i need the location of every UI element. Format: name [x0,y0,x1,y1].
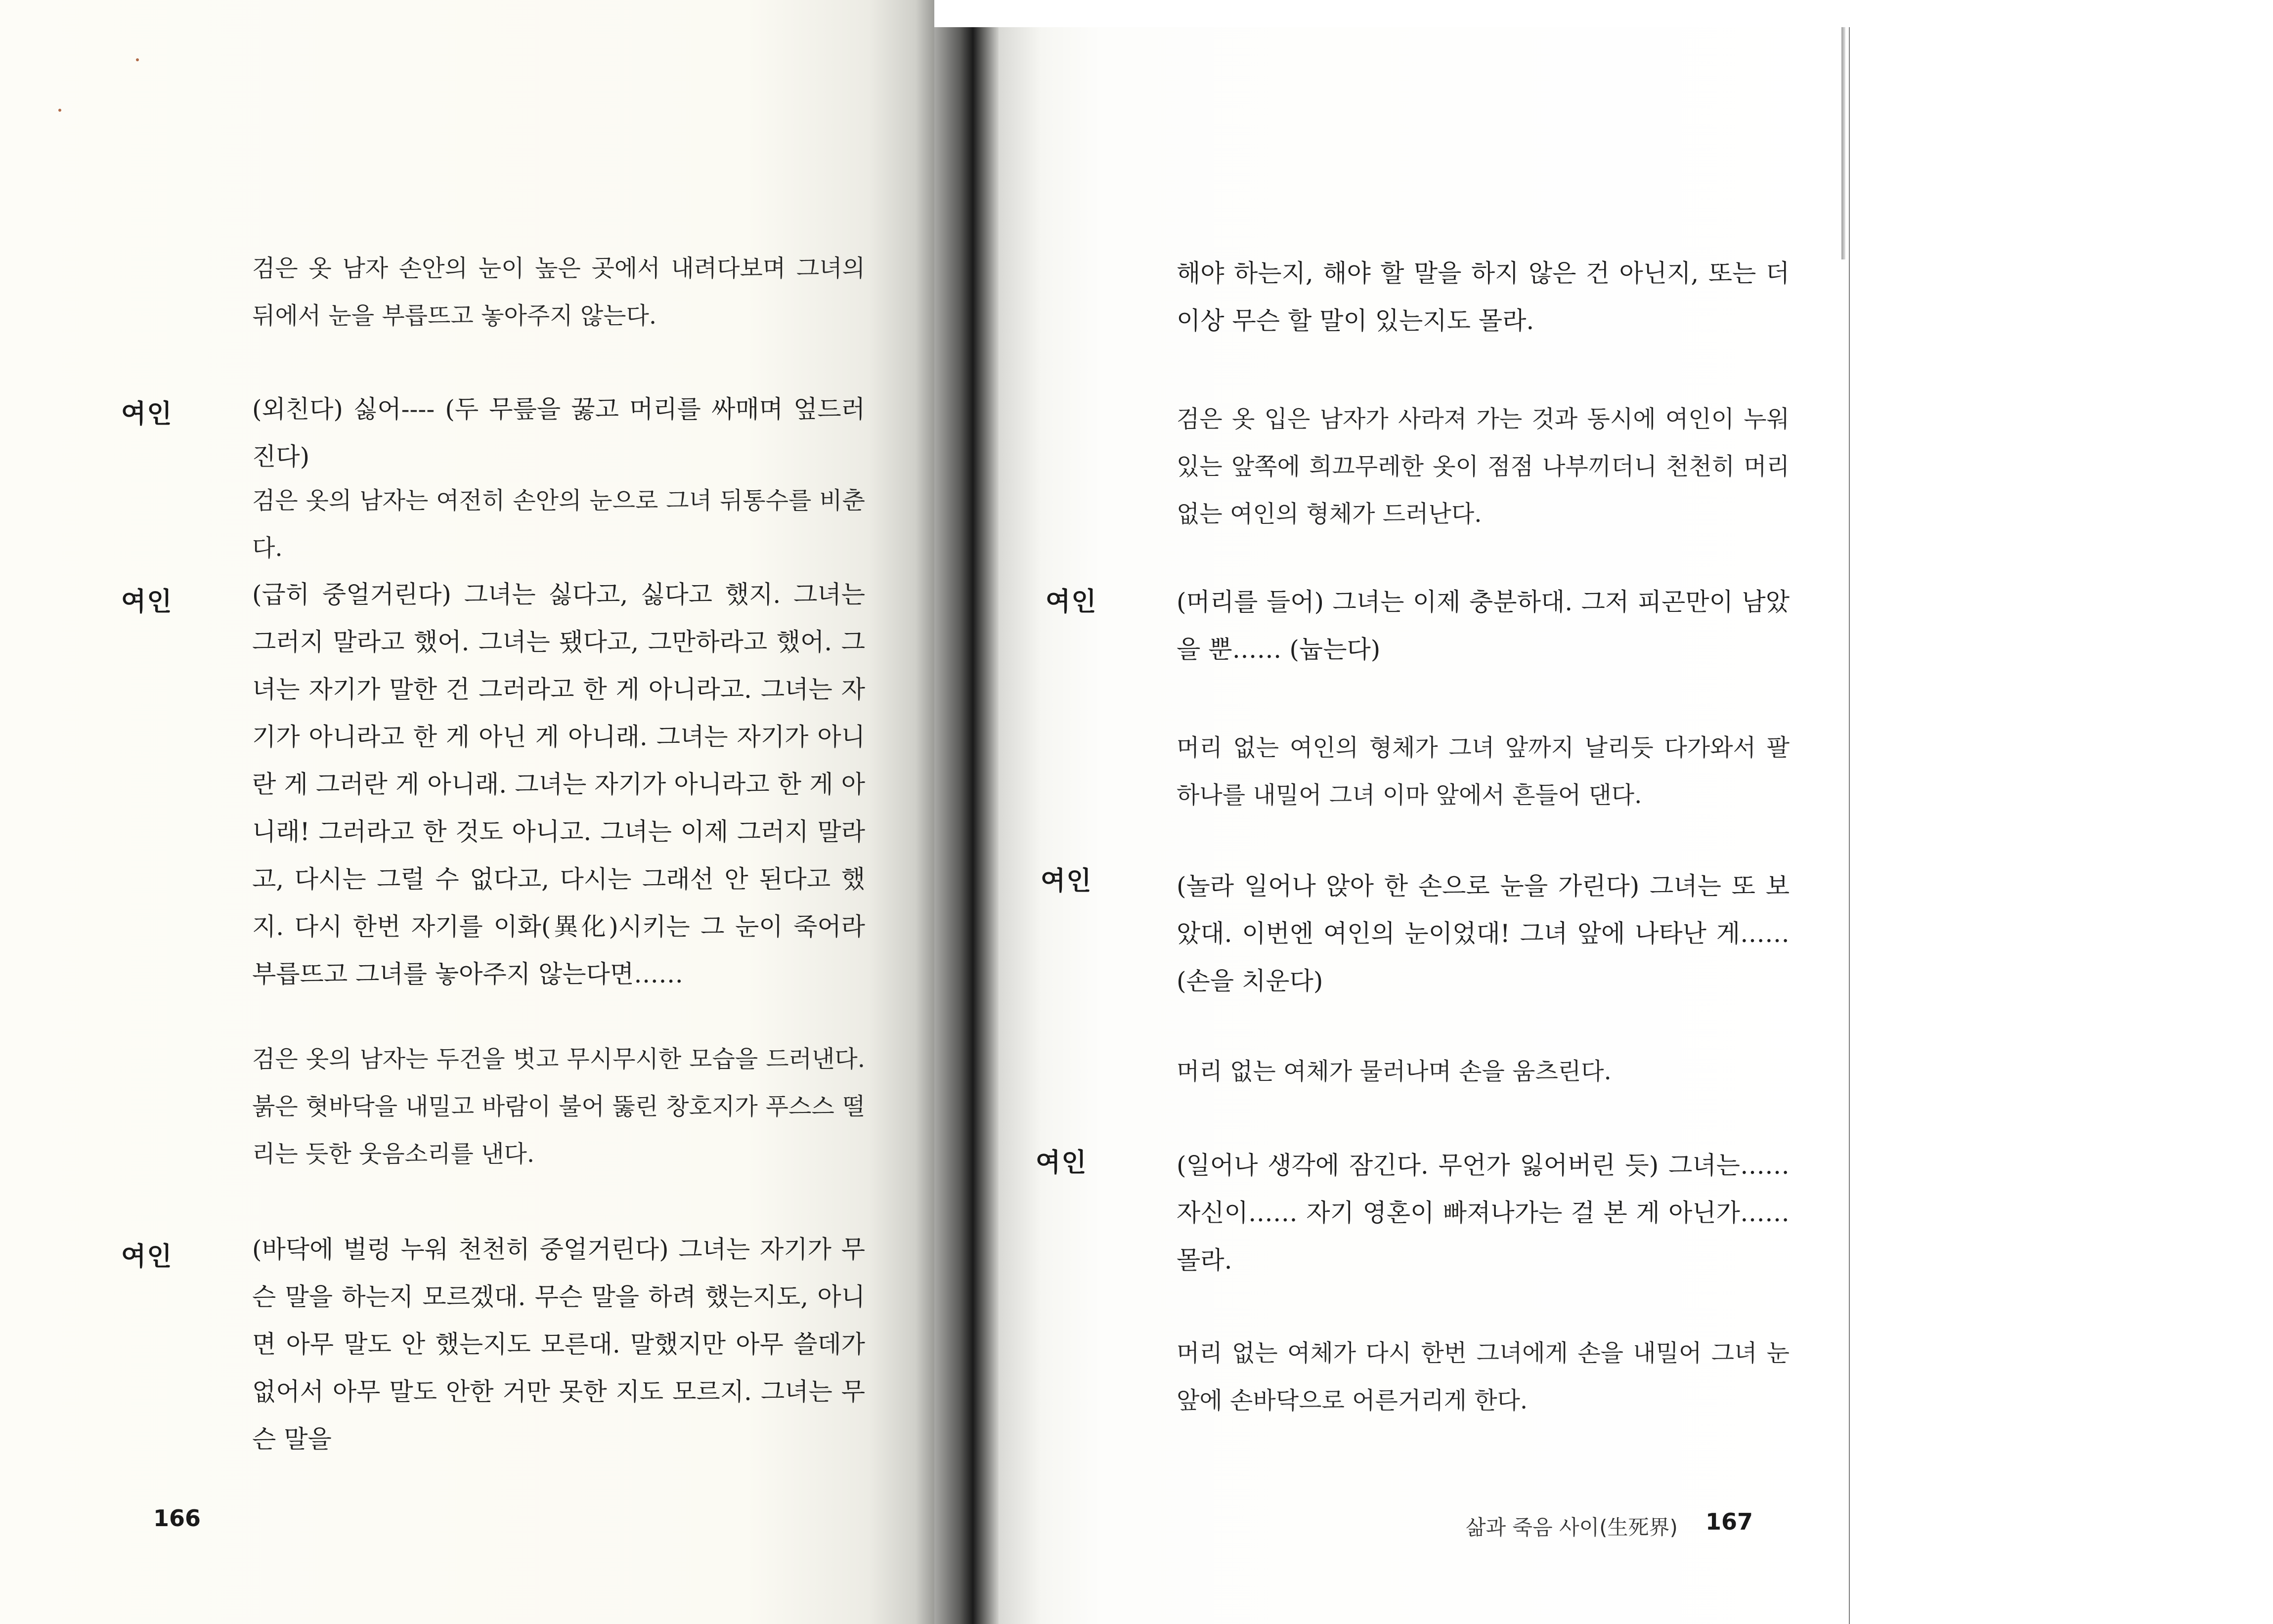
speaker-label: 여인 [1046,587,1097,617]
speaker-label: 여인 [121,587,173,617]
paper-speck [136,58,139,61]
dialogue-text: (머리를 들어) 그녀는 이제 충분하대. 그저 피곤만이 남았을 뿐…… (눕는다) [1177,588,1790,664]
running-head: 삶과 죽음 사이(生死界) [1466,1515,1678,1539]
stage-direction: 검은 옷의 남자는 두건을 벗고 무시무시한 모습을 드러낸다. 붉은 혓바닥을 내밀고 바람이 불어 뚫린 창호지가 푸스스 떨리는 듯한 웃음소리를 낸다. [252,1045,865,1168]
speaker-label: 여인 [1036,1148,1088,1178]
stage-direction: 머리 없는 여체가 다시 한번 그녀에게 손을 내밀어 그녀 눈앞에 손바닥으로 어른거리게 한다. [1177,1339,1790,1414]
page-edge-shadow [1841,27,1845,259]
stage-direction: 검은 옷 남자 손안의 눈이 높은 곳에서 내려다보며 그녀의 뒤에서 눈을 부릅뜨고 놓아주지 않는다. [252,255,865,330]
dialogue-text: (일어나 생각에 잠긴다. 무언가 잃어버린 듯) 그녀는……자신이…… 자기 영혼이 빠져나가는 걸 본 게 아닌가……몰라. [1177,1151,1790,1275]
stage-direction: 검은 옷의 남자는 여전히 손안의 눈으로 그녀 뒤통수를 비춘다. [252,487,865,562]
stage-direction: 검은 옷 입은 남자가 사라져 가는 것과 동시에 여인이 누워 있는 앞쪽에 희끄무레한 옷이 점점 나부끼더니 천천히 머리 없는 여인의 형체가 드러난다. [1177,405,1790,528]
dialogue-text: (바닥에 벌렁 누워 천천히 중얼거린다) 그녀는 자기가 무슨 말을 하는지 모르겠대. 무슨 말을 하려 했는지도, 아니면 아무 말도 안 했는지도 모른대. 말했지만 아무 쓸데가 없어서 아무 말도 안한 거만 못한 지도 모르지. 그녀는 무슨 말을 [252,1235,865,1453]
stage-direction: 머리 없는 여인의 형체가 그녀 앞까지 날리듯 다가와서 팔 하나를 내밀어 그녀 이마 앞에서 흔들어 댄다. [1177,734,1790,809]
page-edge [1849,27,1850,1624]
speaker-label: 여인 [121,399,173,429]
speaker-label: 여인 [1041,866,1093,896]
dialogue-text: (놀라 일어나 앉아 한 손으로 눈을 가린다) 그녀는 또 보았대. 이번엔 여인의 눈이었대! 그녀 앞에 나타난 게…… (손을 치운다) [1177,872,1790,995]
dialogue-text: (급히 중얼거린다) 그녀는 싫다고, 싫다고 했지. 그녀는 그러지 말라고 했어. 그녀는 됐다고, 그만하라고 했어. 그녀는 자기가 말한 건 그러라고 한 게 아니라고. 그녀는 자기가 아니라고 한 게 아닌 게 아니래. 그녀는 자기가 아니란 게 그러란 게 아니래. 그녀는 자기가 아니라고 한 게 아니래! 그러라고 한 것도 아니고. 그녀는 이제 그러지 말라고, 다시는 그럴 수 없다고, 다시는 그래선 안 된다고 했지. 다시 한번 자기를 이화(異化)시키는 그 눈이 죽어라 부릅뜨고 그녀를 놓아주지 않는다면…… [252,580,865,988]
page-number-left: 166 [153,1505,201,1532]
speaker-label: 여인 [121,1242,173,1272]
book-gutter [934,27,999,1624]
stage-direction: 머리 없는 여체가 물러나며 손을 움츠린다. [1177,1058,1612,1085]
dialogue-continuation: 해야 하는지, 해야 할 말을 하지 않은 건 아닌지, 또는 더 이상 무슨 할 말이 있는지도 몰라. [1177,259,1790,335]
dialogue-text: (외친다) 싫어---- (두 무릎을 꿇고 머리를 싸매며 엎드러진다) [252,395,865,471]
page-number-right: 167 [1705,1508,1753,1535]
paper-speck [58,109,61,112]
